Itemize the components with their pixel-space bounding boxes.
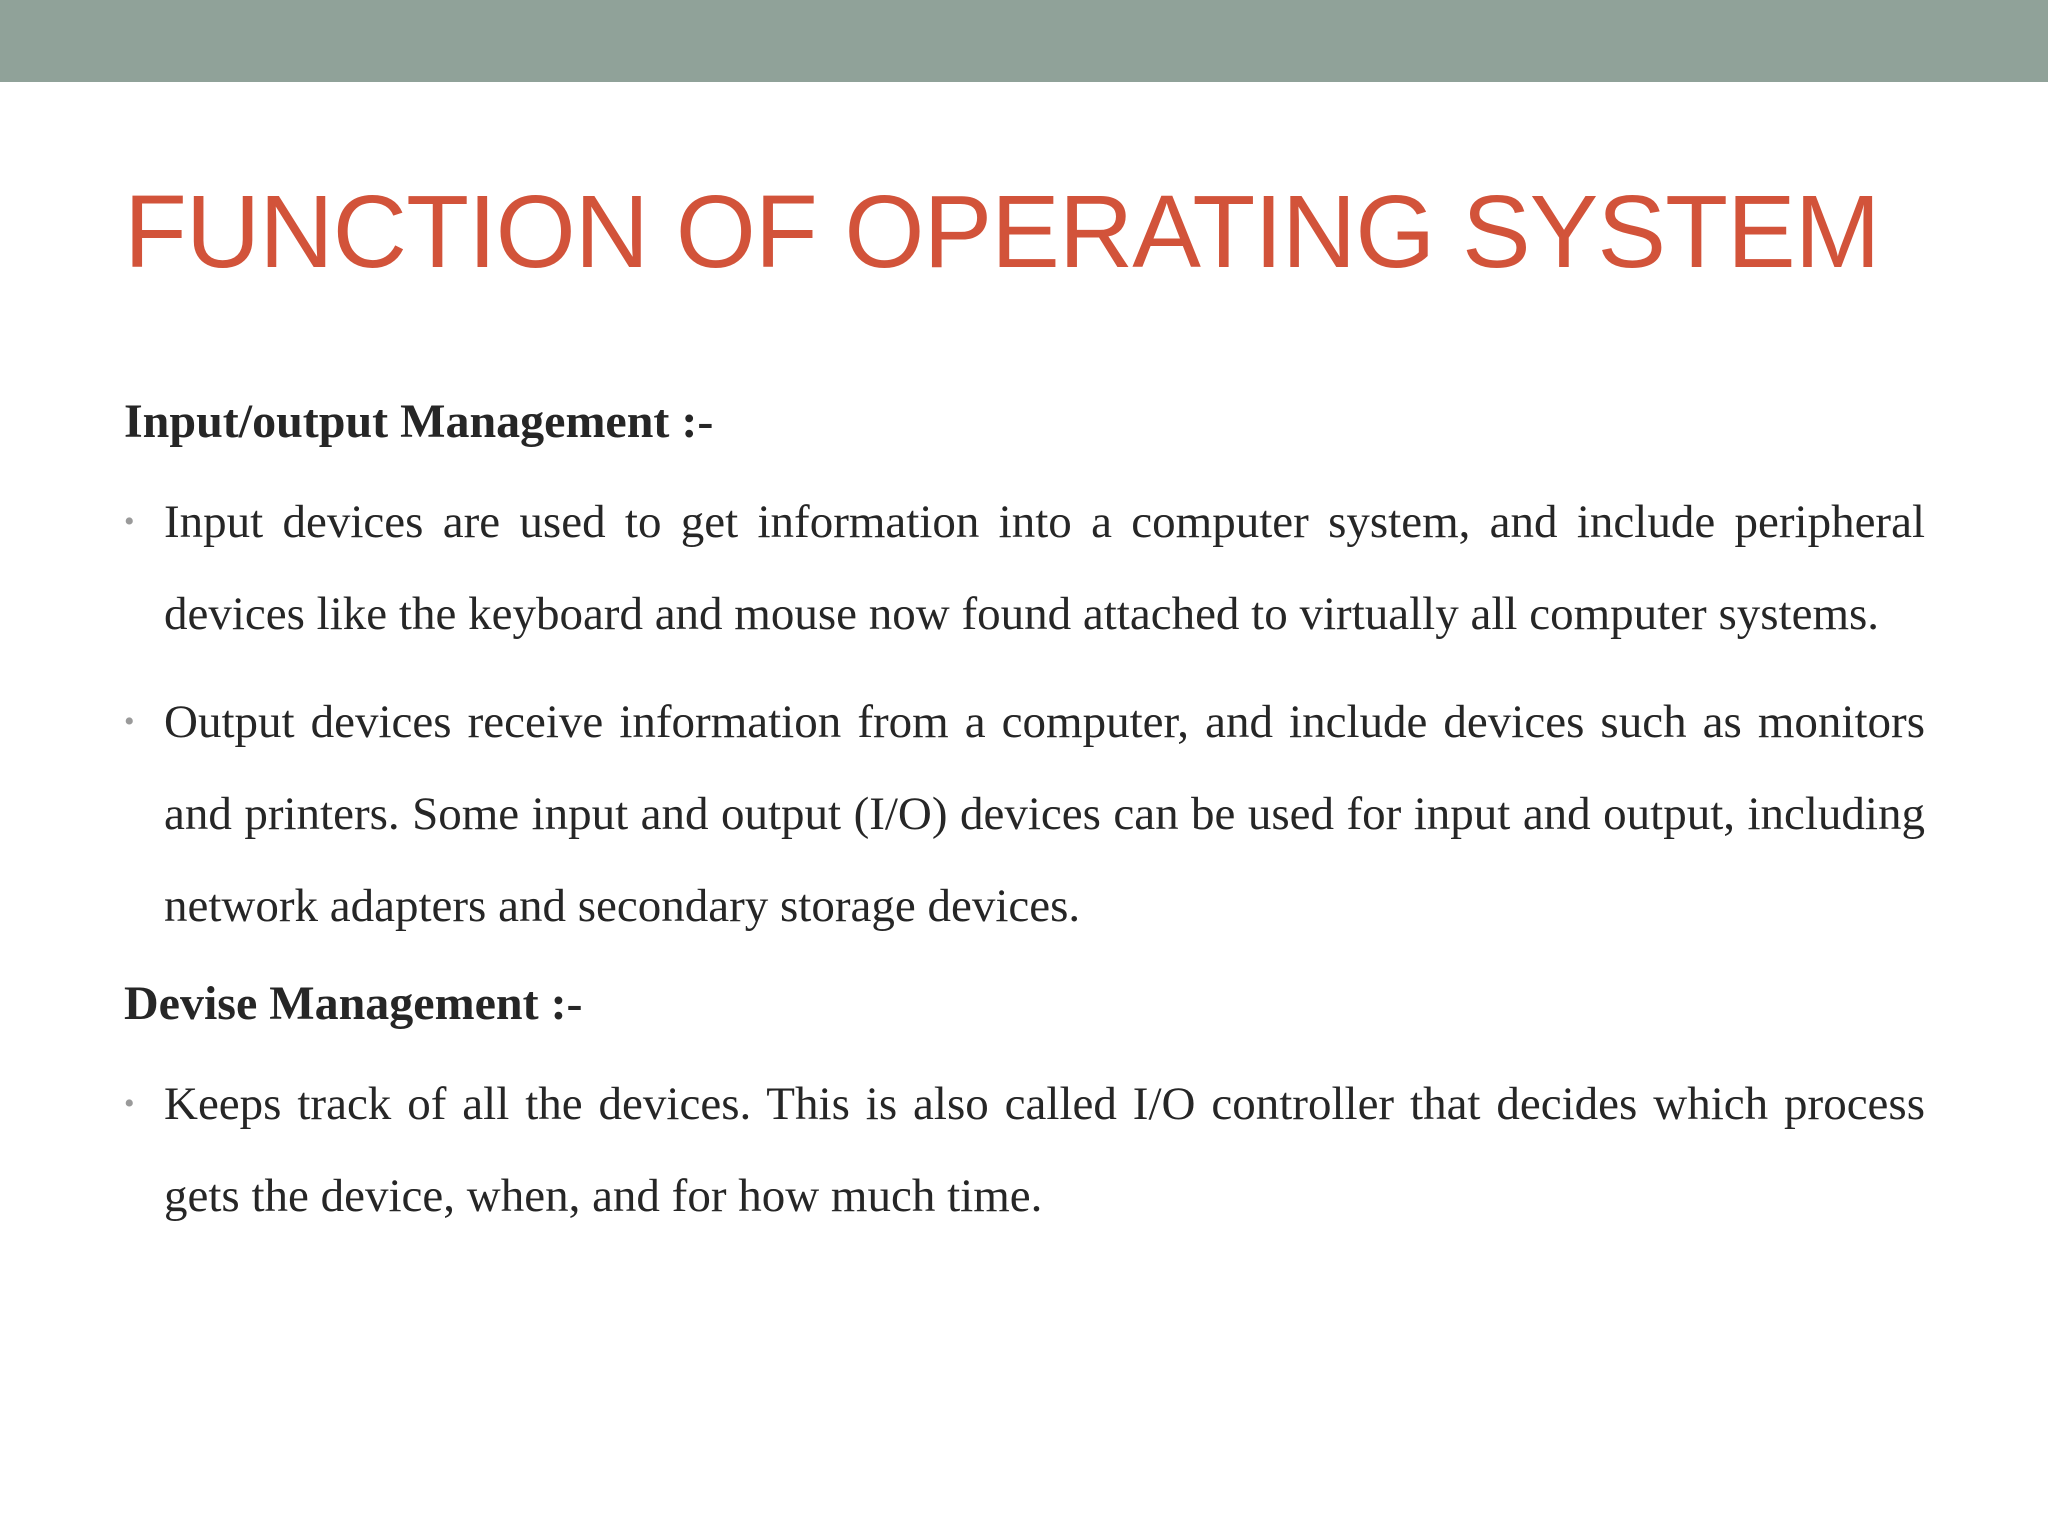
bullet-text: Input devices are used to get information into a computer system, and include peripheral devices like the keyboard and mouse now found attached to virtually all computer systems. <box>164 496 1925 640</box>
bullet-device-tracking <box>124 1058 1925 1242</box>
bullet-text: Keeps track of all the devices. This is also called I/O controller that decides which process gets the device, when, and for how much time. <box>164 1078 1925 1222</box>
bullet-dot-icon: • <box>124 1087 135 1120</box>
section-heading-io-management: Input/output Management :- <box>124 395 714 448</box>
bullet-dot-icon: • <box>124 705 135 738</box>
section-heading-device-management: Devise Management :- <box>124 977 583 1030</box>
bullet-dot-icon: • <box>124 505 135 538</box>
bullet-output-devices <box>124 676 1925 952</box>
slide-title: FUNCTION OF OPERATING SYSTEM <box>124 174 1880 289</box>
bullet-input-devices <box>124 476 1925 660</box>
slide-top-bar <box>0 0 2048 82</box>
bullet-text: Output devices receive information from a computer, and include devices such as monitors and printers. Some input and output (I/O) devices can be used for input and output, including network adapters and secondary storage devices. <box>164 696 1925 932</box>
slide-content <box>124 384 1925 1242</box>
